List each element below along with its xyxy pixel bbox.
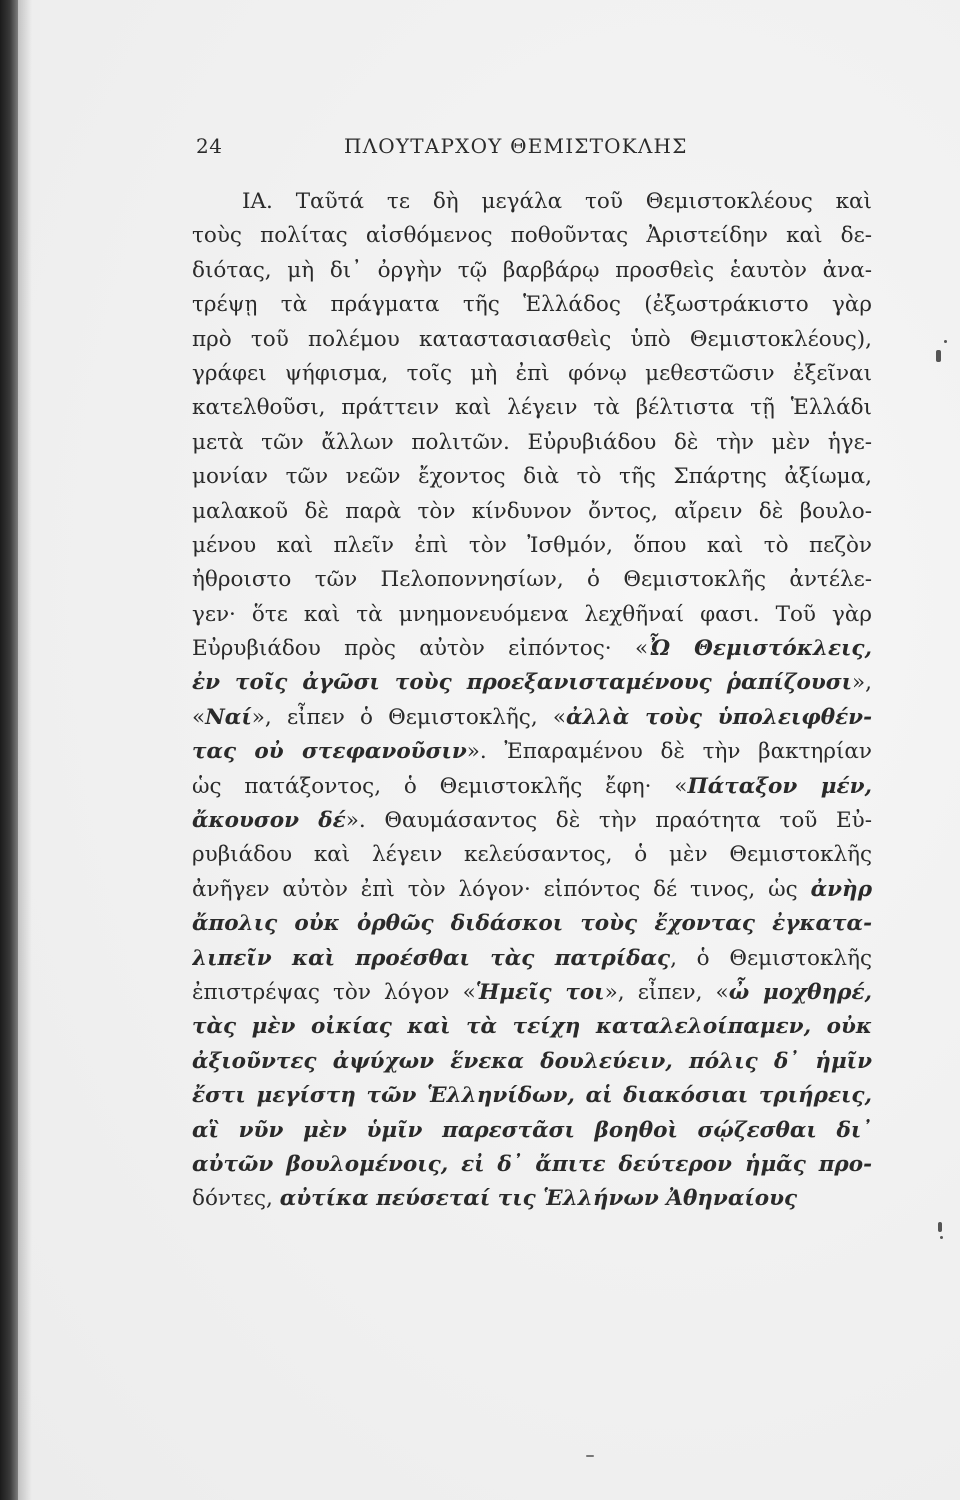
running-title: ΠΛΟΥΤΑΡΧΟΥ ΘΕΜΙΣΤΟΚΛΗΣ <box>344 134 688 158</box>
page-header <box>196 134 866 164</box>
text-segment: ἀνῆγεν αὐτὸν ἐπὶ τὸν λόγον· εἰπόντος δέ τινος, ὡς <box>192 876 811 902</box>
text-line <box>192 219 872 253</box>
text-segment: ». Ἐπαραμένου δὲ τὴν βακτηρίαν <box>466 739 872 765</box>
text-segment: Εὐρυβιάδου πρὸς αὐτὸν εἰπόντος· « <box>192 636 649 662</box>
text-line <box>192 735 872 769</box>
emphasized-text: τας οὐ στεφανοῦσιν <box>192 739 467 765</box>
text-line <box>192 1148 872 1182</box>
emphasized-text: αὐτίκα πεύσεταί τις Ἑλλήνων Ἀθηναίους <box>279 1186 798 1212</box>
emphasized-text: ἐν τοῖς ἀγῶσι τοὺς προεξανισταμένους ῥαπίζουσι <box>192 670 852 696</box>
gutter-shadow <box>18 0 32 1500</box>
text-line <box>192 1079 872 1113</box>
text-line <box>192 907 872 941</box>
text-segment: ὡς πατάξοντος, ὁ Θεμιστοκλῆς ἔφη· « <box>192 773 688 799</box>
text-line <box>192 460 872 494</box>
text-segment: , ὁ Θεμιστοκλῆς <box>670 945 872 971</box>
text-line <box>192 288 872 322</box>
emphasized-text: αἳ νῦν μὲν ὑμῖν παρεστᾶσι βοηθοὶ σῴζεσθαι δι᾽ <box>192 1117 872 1143</box>
text-segment: μαλακοῦ δὲ παρὰ τὸν κίνδυνον ὄντος, αἴρειν δὲ βουλο- <box>192 498 872 524</box>
text-segment: διότας, μὴ δι᾽ ὀργὴν τῷ βαρβάρῳ προσθεὶς ἑαυτὸν ἀνα- <box>192 257 872 283</box>
text-segment: ρυβιάδου καὶ λέγειν κελεύσαντος, ὁ μὲν Θεμιστοκλῆς <box>192 842 872 868</box>
text-line <box>192 185 872 219</box>
text-line <box>192 838 872 872</box>
emphasized-text: Πάταξον μέν, <box>687 773 872 799</box>
emphasized-text: τὰς μὲν οἰκίας καὶ τὰ τείχη καταλελοίπαμεν, οὐκ <box>192 1014 872 1040</box>
emphasized-text: ἄκουσον δέ <box>192 808 346 834</box>
text-line <box>192 804 872 838</box>
text-line <box>192 666 872 700</box>
emphasized-text: ἀλλὰ τοὺς ὑπολειφθέν- <box>566 704 872 730</box>
text-segment: », <box>852 670 872 696</box>
emphasized-text: ἀνὴρ <box>810 876 872 902</box>
text-segment: δόντες, <box>192 1186 280 1212</box>
text-segment: ἠθροιστο τῶν Πελοποννησίων, ὁ Θεμιστοκλῆς ἀντέλε- <box>192 567 872 593</box>
text-line <box>192 426 872 460</box>
text-line <box>192 254 872 288</box>
text-line <box>192 701 872 735</box>
scan-speck <box>940 1236 943 1239</box>
body-text <box>192 185 872 1217</box>
text-segment: », εἶπεν ὁ Θεμιστοκλῆς, « <box>251 704 567 730</box>
text-segment: τρέψῃ τὰ πράγματα τῆς Ἑλλάδος (ἐξωστράκιστο γὰρ <box>192 292 872 318</box>
text-line <box>192 563 872 597</box>
text-line <box>192 529 872 563</box>
text-segment: μονίαν τῶν νεῶν ἔχοντος διὰ τὸ τῆς Σπάρτης ἀξίωμα, <box>192 464 872 490</box>
text-line <box>192 632 872 666</box>
text-line <box>192 1010 872 1044</box>
text-segment: », εἶπεν, « <box>604 979 729 1005</box>
scan-speck <box>944 340 947 343</box>
text-line <box>192 1114 872 1148</box>
emphasized-text: Ὦ Θεμιστόκλεις, <box>648 636 872 662</box>
emphasized-text: αὐτῶν βουλομένοις, εἰ δ᾽ ἄπιτε δεύτερον ἡμᾶς προ- <box>192 1151 872 1177</box>
emphasized-text: ἀξιοῦντες ἀψύχων ἕνεκα δουλεύειν, πόλις δ᾽ ἡμῖν <box>192 1048 872 1074</box>
text-line <box>192 770 872 804</box>
text-line <box>192 357 872 391</box>
emphasized-text: λιπεῖν καὶ προέσθαι τὰς πατρίδας <box>192 945 671 971</box>
page-number: 24 <box>196 134 223 158</box>
text-line <box>192 873 872 907</box>
text-segment: ΙΑ. Ταῦτά τε δὴ μεγάλα τοῦ Θεμιστοκλέους καὶ <box>242 189 872 214</box>
text-segment: γεν· ὅτε καὶ τὰ μνημονευόμενα λεχθῆναί φασι. Τοῦ γὰρ <box>192 601 872 627</box>
scan-speck <box>938 1222 942 1232</box>
text-line <box>192 1045 872 1079</box>
text-segment: μένου καὶ πλεῖν ἐπὶ τὸν Ἰσθμόν, ὅπου καὶ τὸ πεζὸν <box>192 532 872 558</box>
text-line <box>192 323 872 357</box>
text-segment: τοὺς πολίτας αἰσθόμενος ποθοῦντας Ἀριστείδην καὶ δε- <box>192 223 872 249</box>
text-line <box>192 942 872 976</box>
text-segment: μετὰ τῶν ἄλλων πολιτῶν. Εὐρυβιάδου δὲ τὴν μὲν ἡγε- <box>192 429 872 455</box>
text-segment: πρὸ τοῦ πολέμου καταστασιασθεὶς ὑπὸ Θεμιστοκλέους), <box>192 326 872 352</box>
emphasized-text: ἄπολις οὐκ ὀρθῶς διδάσκοι τοὺς ἔχοντας ἐγκατα- <box>192 911 872 937</box>
text-line <box>192 598 872 632</box>
text-segment: ». Θαυμάσαντος δὲ τὴν πραότητα τοῦ Εὐ- <box>345 808 872 834</box>
text-line <box>192 976 872 1010</box>
scan-speck <box>936 350 941 362</box>
emphasized-text: ὦ μοχθηρέ, <box>728 979 872 1005</box>
emphasized-text: Ἡμεῖς τοι <box>475 979 605 1005</box>
text-segment: ἐπιστρέψας τὸν λόγον « <box>192 979 476 1005</box>
text-segment: κατελθοῦσι, πράττειν καὶ λέγειν τὰ βέλτιστα τῇ Ἑλλάδι <box>192 395 872 421</box>
emphasized-text: Ναί <box>205 704 252 730</box>
emphasized-text: ἔστι μεγίστη τῶν Ἑλληνίδων, αἱ διακόσιαι τριήρεις, <box>192 1083 872 1109</box>
scan-speck <box>586 1455 594 1457</box>
text-line <box>192 391 872 425</box>
text-segment: γράφει ψήφισμα, τοῖς μὴ ἐπὶ φόνῳ μεθεστῶσιν ἐξεῖναι <box>192 360 872 386</box>
text-segment: « <box>192 704 206 730</box>
text-line <box>192 1182 872 1216</box>
text-line <box>192 495 872 529</box>
